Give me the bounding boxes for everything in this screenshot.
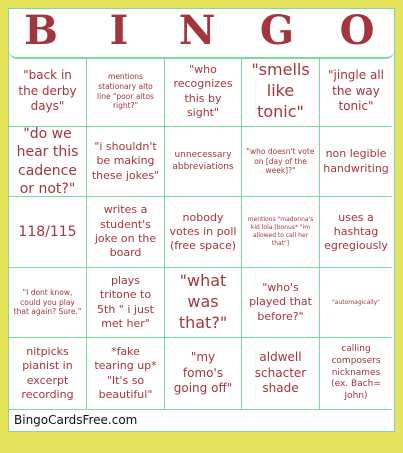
bingo-cell[interactable]: "what was that?" <box>165 268 242 338</box>
bingo-cell[interactable]: plays tritone to 5th " i just met her" <box>87 268 165 338</box>
header-letter-i: I <box>109 7 129 54</box>
header-letter-b: B <box>24 7 58 54</box>
bingo-cell[interactable]: uses a hashtag egregiously <box>320 197 392 268</box>
bingo-cell[interactable]: 118/115 <box>9 197 87 268</box>
bingo-cell[interactable]: aldwell schacter shade <box>242 338 320 410</box>
bingo-cell[interactable]: "do we hear this cadence or not?" <box>9 127 87 197</box>
bingo-cell[interactable]: writes a student's joke on the board <box>87 197 165 268</box>
bingo-cell[interactable]: unnecessary abbreviations <box>165 127 242 197</box>
header-letter-n: N <box>178 7 216 54</box>
bingo-cell[interactable]: "I dont know, could you play that again? Sure." <box>9 268 87 338</box>
bingo-cell[interactable]: nobody votes in poll (free space) <box>165 197 242 268</box>
bingo-cell[interactable]: nitpicks pianist in excerpt recording <box>9 338 87 410</box>
bingo-cell[interactable]: "smells like tonic" <box>242 57 320 127</box>
brand-footer: BingoCardsFree.com <box>14 413 138 427</box>
bingo-cell[interactable]: "who's played that before?" <box>242 268 320 338</box>
bingo-cell[interactable]: calling composers nicknames (ex. Bach= John) <box>320 338 392 410</box>
header-letter-o: O <box>339 7 375 54</box>
header-letter-g: G <box>259 7 295 54</box>
bingo-cell[interactable]: mentions stationary alto line "poor altos right?" <box>87 57 165 127</box>
bingo-grid <box>9 57 392 410</box>
bingo-header <box>9 9 394 59</box>
bingo-cell[interactable]: "i shouldn't be making these jokes" <box>87 127 165 197</box>
bingo-cell[interactable]: non legible handwriting <box>320 127 392 197</box>
bingo-card <box>8 8 395 432</box>
bingo-cell[interactable]: "back in the derby days" <box>9 57 87 127</box>
bingo-cell[interactable]: "automagically" <box>320 268 392 338</box>
bingo-cell[interactable]: "who recognizes this by sight" <box>165 57 242 127</box>
bingo-cell[interactable]: *fake tearing up* "It's so beautiful" <box>87 338 165 410</box>
bingo-cell[interactable]: "jingle all the way tonic" <box>320 57 392 127</box>
bingo-cell[interactable]: "who doesn't vote on [day of the week]?" <box>242 127 320 197</box>
bingo-cell[interactable]: mentions "madonna's kid lola [bonus* "im allowed to call her that"] <box>242 197 320 268</box>
bingo-cell[interactable]: "my fomo's going off" <box>165 338 242 410</box>
